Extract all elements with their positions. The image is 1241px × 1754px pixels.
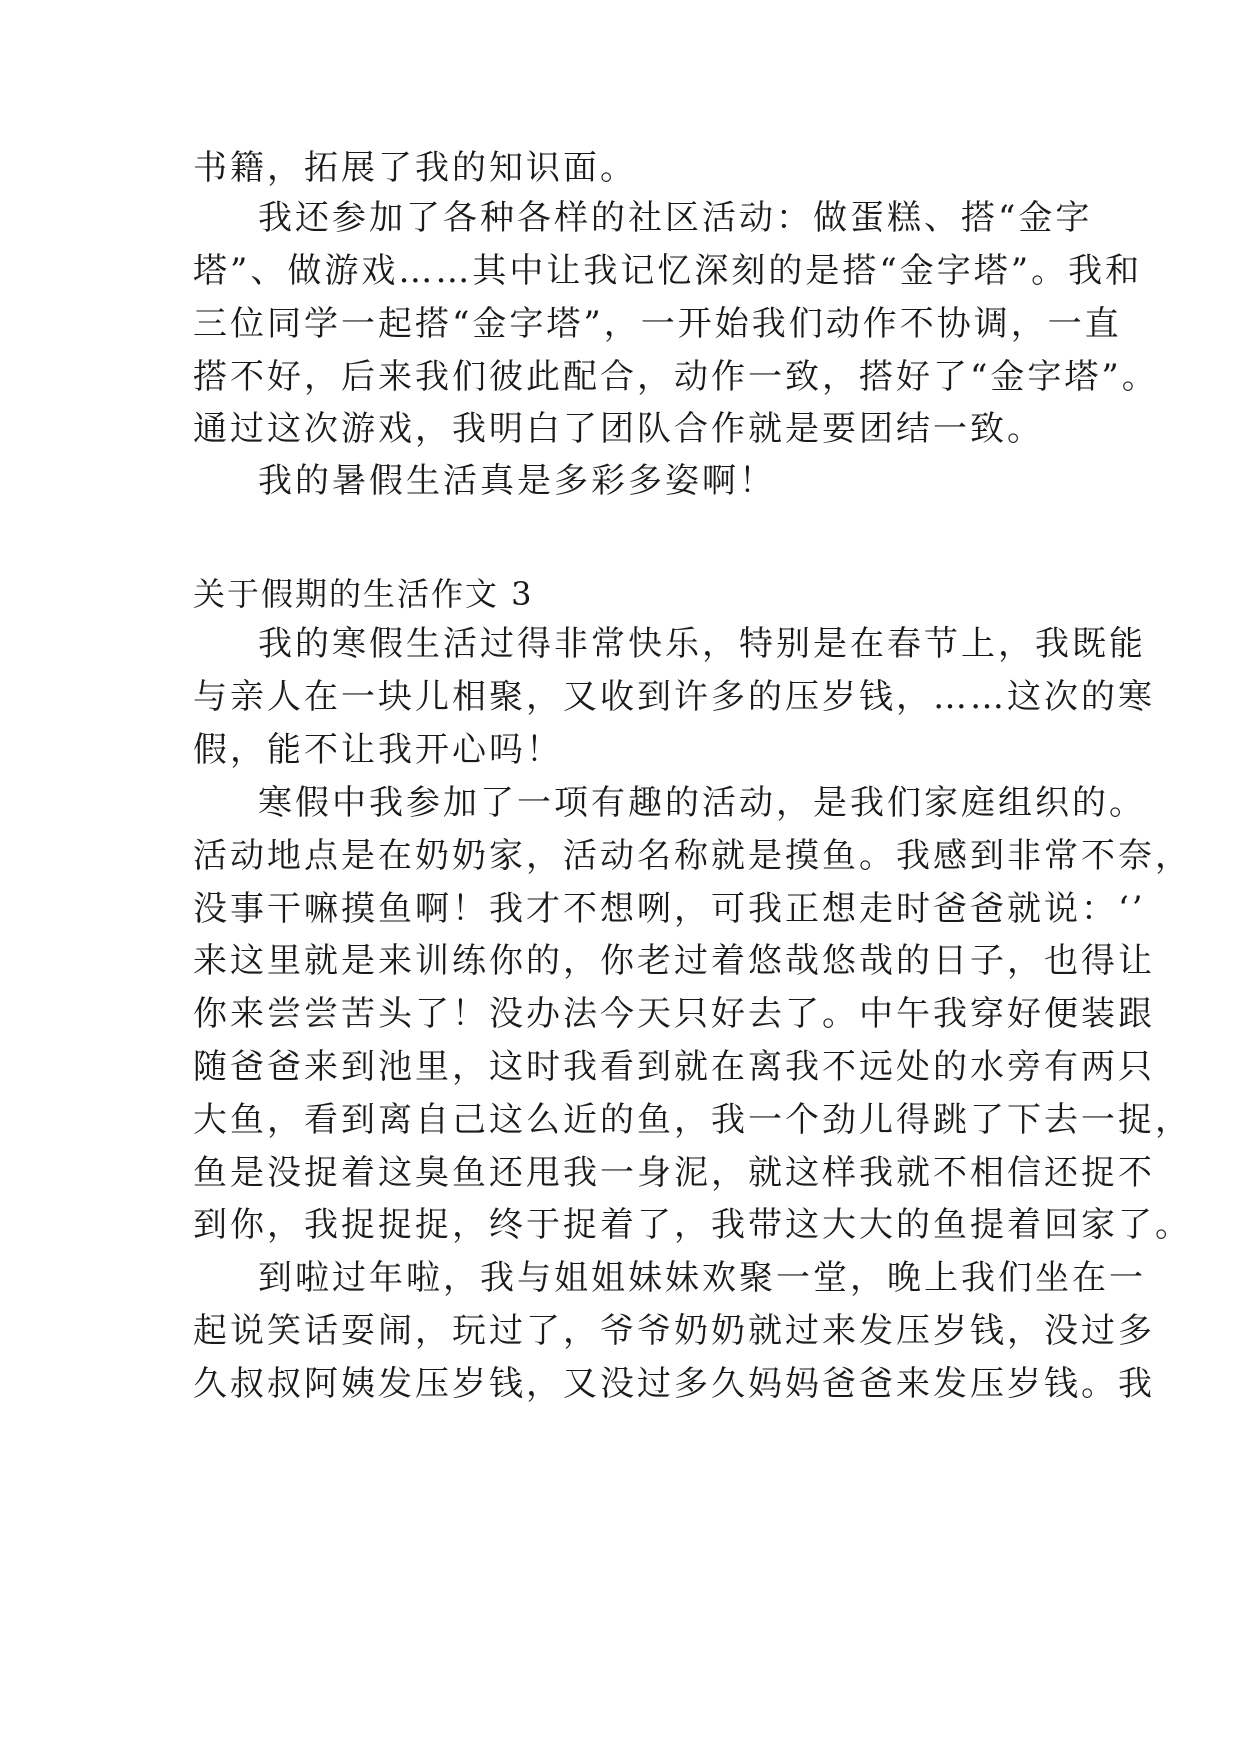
paragraph-first-line: 我还参加了各种各样的社区活动：做蛋糕、搭“金字 bbox=[258, 198, 1093, 238]
text-line: 你来尝尝苦头了！没办法今天只好去了。中午我穿好便装跟 bbox=[193, 994, 1155, 1034]
text-line: 随爸爸来到池里，这时我看到就在离我不远处的水旁有两只 bbox=[193, 1047, 1155, 1087]
paragraph-first-line: 到啦过年啦，我与姐姐妹妹欢聚一堂，晚上我们坐在一 bbox=[258, 1258, 1146, 1298]
text-line: 鱼是没捉着这臭鱼还甩我一身泥，就这样我就不相信还捉不 bbox=[193, 1153, 1155, 1193]
paragraph-first-line: 寒假中我参加了一项有趣的活动，是我们家庭组织的。 bbox=[258, 783, 1146, 823]
text-line: 三位同学一起搭“金字塔”，一开始我们动作不协调，一直 bbox=[193, 304, 1122, 344]
text-line: 大鱼，看到离自己这么近的鱼，我一个劲儿得跳了下去一捉， bbox=[193, 1100, 1192, 1140]
paragraph-first-line: 我的寒假生活过得非常快乐，特别是在春节上，我既能 bbox=[258, 624, 1146, 664]
paragraph-first-line: 我的暑假生活真是多彩多姿啊！ bbox=[258, 461, 776, 501]
text-line: 久叔叔阿姨发压岁钱，又没过多久妈妈爸爸来发压岁钱。我 bbox=[193, 1364, 1155, 1404]
text-line: 起说笑话耍闹，玩过了，爷爷奶奶就过来发压岁钱，没过多 bbox=[193, 1311, 1155, 1351]
section-heading: 关于假期的生活作文 3 bbox=[193, 575, 534, 613]
text-line: 搭不好，后来我们彼此配合，动作一致，搭好了“金字塔”。 bbox=[193, 357, 1159, 397]
text-line: 到你，我捉捉捉，终于捉着了，我带这大大的鱼提着回家了。 bbox=[193, 1205, 1192, 1245]
text-line: 没事干嘛摸鱼啊！我才不想咧，可我正想走时爸爸就说：‘’ bbox=[193, 889, 1146, 929]
text-line: 书籍，拓展了我的知识面。 bbox=[193, 148, 637, 188]
text-line: 假，能不让我开心吗！ bbox=[193, 730, 563, 770]
text-line: 通过这次游戏，我明白了团队合作就是要团结一致。 bbox=[193, 409, 1044, 449]
text-line: 来这里就是来训练你的，你老过着悠哉悠哉的日子，也得让 bbox=[193, 941, 1155, 981]
text-line: 活动地点是在奶奶家，活动名称就是摸鱼。我感到非常不奈， bbox=[193, 836, 1192, 876]
text-line: 塔”、做游戏……其中让我记忆深刻的是搭“金字塔”。我和 bbox=[193, 251, 1143, 291]
text-line: 与亲人在一块儿相聚，又收到许多的压岁钱，……这次的寒 bbox=[193, 677, 1155, 717]
